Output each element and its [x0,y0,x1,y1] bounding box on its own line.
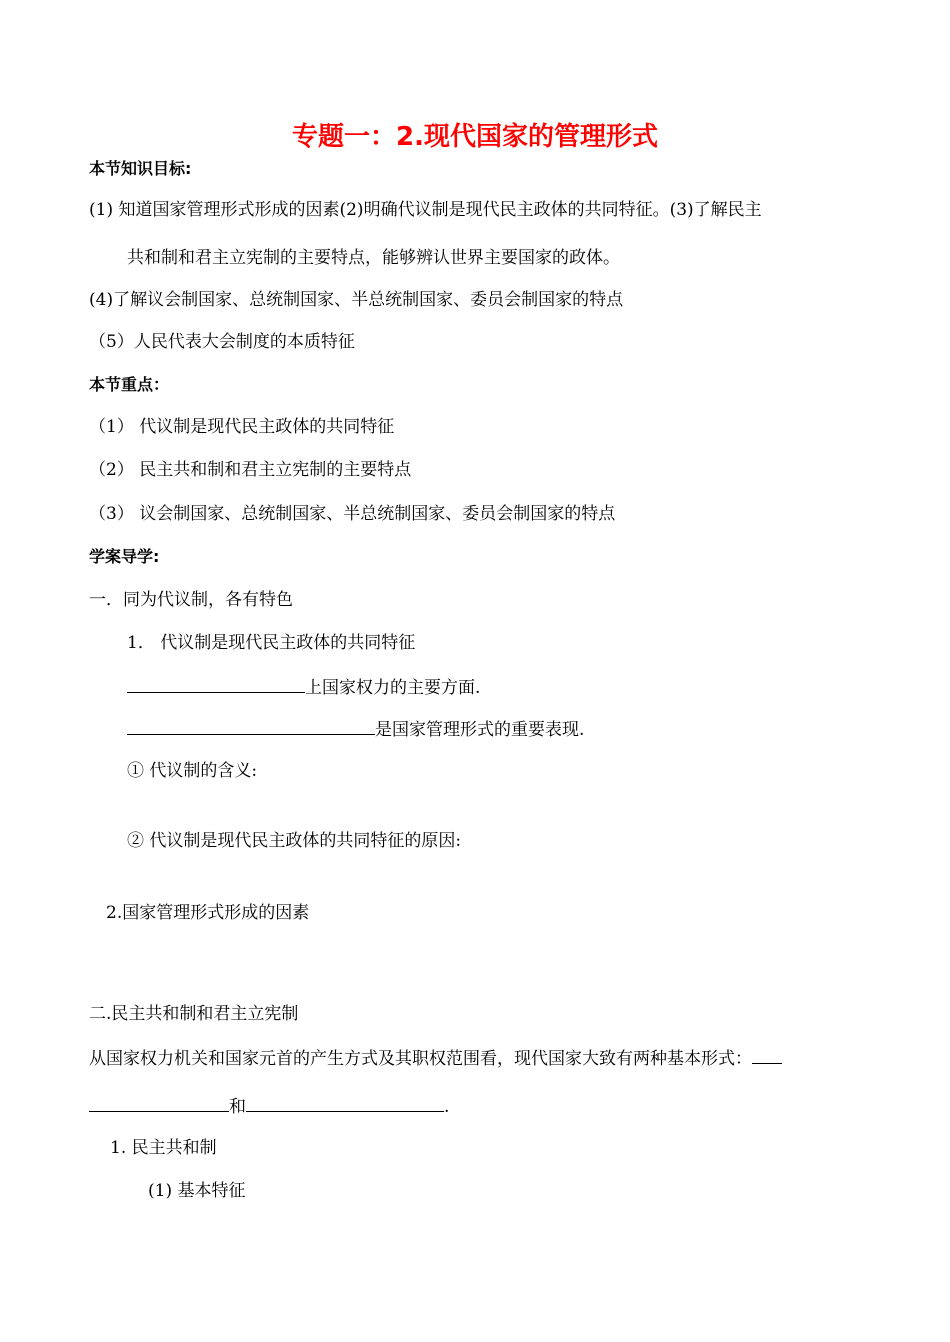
key-points-heading: 本节重点： [89,375,170,394]
objective-line-4: （5）人民代表大会制度的本质特征 [89,332,355,352]
objectives-heading: 本节知识目标: [89,159,192,178]
blank-field-3a[interactable] [752,1046,782,1064]
blank-field-3b[interactable] [89,1094,229,1112]
blank-field-4[interactable] [246,1094,444,1112]
document-title: 专题一：2.现代国家的管理形式 [292,122,658,152]
guide-heading: 学案导学: [89,547,160,566]
conjunction-and: 和 [229,1097,246,1117]
key-point-1: （1） 代议制是现代民主政体的共同特征 [89,417,395,437]
key-point-3: （3） 议会制国家、总统制国家、半总统制国家、委员会制国家的特点 [89,504,616,524]
section-2-item-1: 1. 民主共和制 [110,1138,217,1158]
section-2-fill-line [89,1094,449,1118]
key-point-2: （2） 民主共和制和君主立宪制的主要特点 [89,460,412,480]
section-1-sub-1: ① 代议制的含义: [127,761,258,781]
period-mark: . [444,1097,450,1117]
fill-line-1-suffix: 上国家权力的主要方面. [305,678,481,698]
fill-line-2 [127,717,584,741]
section-2-intro [89,1046,782,1070]
section-1-title: 一．同为代议制，各有特色 [89,590,293,610]
section-1-item-2: 2.国家管理形式形成的因素 [106,903,310,923]
objective-line-1: (1) 知道国家管理形式形成的因素(2)明确代议制是现代民主政体的共同特征。(3)了解民主 [89,200,762,220]
fill-line-1 [127,675,480,699]
fill-line-2-suffix: 是国家管理形式的重要表现. [375,720,585,740]
section-2-title: 二.民主共和制和君主立宪制 [89,1004,299,1024]
section-2-intro-text: 从国家权力机关和国家元首的产生方式及其职权范围看，现代国家大致有两种基本形式： [89,1049,752,1069]
section-1-sub-2: ② 代议制是现代民主政体的共同特征的原因: [127,831,462,851]
section-2-sub-1: (1) 基本特征 [148,1181,246,1201]
blank-field-2[interactable] [127,717,375,735]
blank-field-1[interactable] [127,675,305,693]
section-1-item-1: 1． 代议制是现代民主政体的共同特征 [127,633,416,653]
objective-line-2: 共和制和君主立宪制的主要特点，能够辨认世界主要国家的政体。 [127,248,620,268]
objective-line-3: (4)了解议会制国家、总统制国家、半总统制国家、委员会制国家的特点 [89,290,624,310]
